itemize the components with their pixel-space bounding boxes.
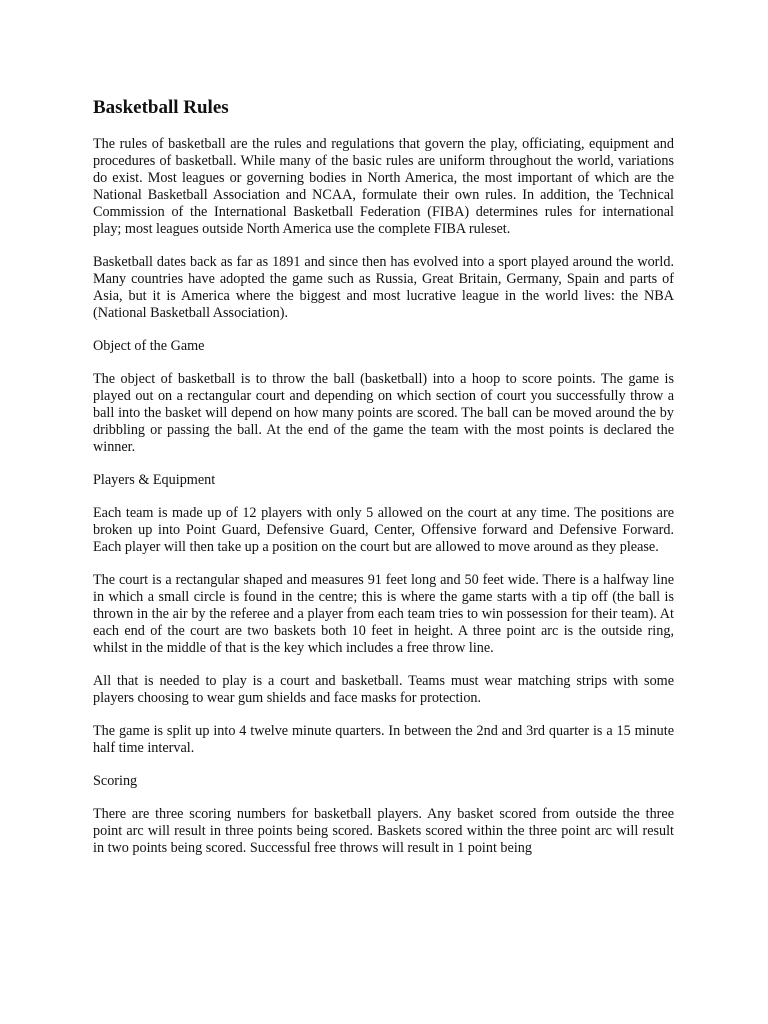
- paragraph-equipment: All that is needed to play is a court and basketball. Teams must wear matching strips with some players choosing to wear gum shields and face masks for protection.: [93, 673, 674, 706]
- paragraph-court: The court is a rectangular shaped and measures 91 feet long and 50 feet wide. There is a halfway line in which a small circle is found in the centre; this is where the game starts with a tip off (the ball is thrown in the air by the referee and a player from each team tries to win possession for their team). At each end of the court are two baskets both 10 feet in height. A three point arc is the outside ring, whilst in the middle of that is the key which includes a free throw line.: [93, 572, 674, 656]
- paragraph-intro: The rules of basketball are the rules and regulations that govern the play, officiating, equipment and procedures of basketball. While many of the basic rules are uniform throughout the world, variations do exist. Most leagues or governing bodies in North America, the most important of which are the National Basketball Association and NCAA, formulate their own rules. In addition, the Technical Commission of the International Basketball Federation (FIBA) determines rules for international play; most leagues outside North America use the complete FIBA ruleset.: [93, 136, 674, 237]
- section-heading-scoring: Scoring: [93, 773, 138, 789]
- paragraph-team: Each team is made up of 12 players with only 5 allowed on the court at any time. The positions are broken up into Point Guard, Defensive Guard, Center, Offensive forward and Defensive Forward. Each player will then take up a position on the court but are allowed to move around as they please.: [93, 505, 674, 555]
- paragraph-history: Basketball dates back as far as 1891 and since then has evolved into a sport played around the world. Many countries have adopted the game such as Russia, Great Britain, Germany, Spain and parts of Asia, but it is America where the biggest and most lucrative league in the world lives: the NBA (National Basketball Association).: [93, 254, 674, 321]
- section-heading-object: Object of the Game: [93, 338, 205, 354]
- section-heading-players: Players & Equipment: [93, 472, 216, 488]
- document-page: [93, 96, 674, 873]
- document-title: Basketball Rules: [93, 97, 229, 118]
- paragraph-duration: The game is split up into 4 twelve minute quarters. In between the 2nd and 3rd quarter is a 15 minute half time interval.: [93, 723, 674, 756]
- paragraph-object: The object of basketball is to throw the ball (basketball) into a hoop to score points. The game is played out on a rectangular court and depending on which section of court you successfully throw a ball into the basket will depend on how many points are scored. The ball can be moved around the by dribbling or passing the ball. At the end of the game the team with the most points is declared the winner.: [93, 371, 674, 455]
- paragraph-scoring: There are three scoring numbers for basketball players. Any basket scored from outside the three point arc will result in three points being scored. Baskets scored within the three point arc will result in two points being scored. Successful free throws will result in 1 point being: [93, 806, 674, 856]
